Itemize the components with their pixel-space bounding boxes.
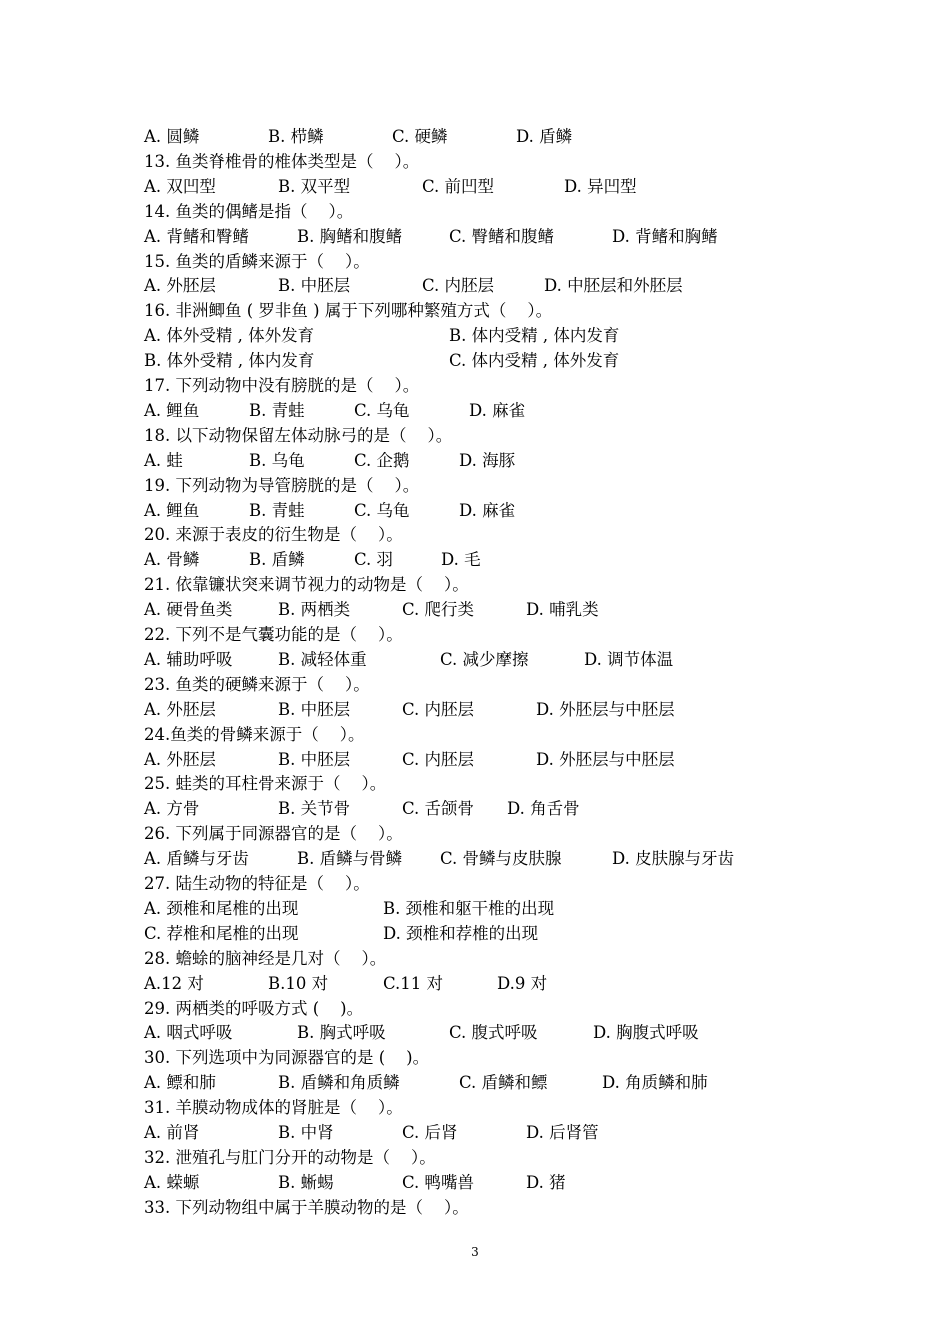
question-text: 31. 羊膜动物成体的肾脏是（ ）。 bbox=[144, 1098, 403, 1118]
option-text: C. 企鹅 bbox=[354, 450, 410, 470]
option-text: B. 颈椎和躯干椎的出现 bbox=[383, 898, 555, 918]
question-text: 17. 下列动物中没有膀胱的是（ ）。 bbox=[144, 376, 420, 395]
option-text: A. 前肾 bbox=[144, 1123, 200, 1142]
option-text: D. 哺乳类 bbox=[526, 600, 599, 620]
question-text: 32. 泄殖孔与肛门分开的动物是（ ）。 bbox=[144, 1147, 436, 1167]
option-text: C. 爬行类 bbox=[402, 600, 475, 620]
option-text: D. 角舌骨 bbox=[507, 799, 580, 819]
question-text: 30. 下列选项中为同源器官的是 ( )。 bbox=[144, 1048, 430, 1068]
option-text: B. 中肾 bbox=[278, 1123, 334, 1142]
option-text: A. 盾鳞与牙齿 bbox=[144, 849, 249, 869]
option-text: C.11 对 bbox=[383, 973, 444, 993]
option-text: A. 鳔和肺 bbox=[144, 1073, 216, 1093]
option-text: D. 猪 bbox=[526, 1172, 566, 1192]
question-text: 13. 鱼类脊椎骨的椎体类型是（ ）。 bbox=[144, 151, 420, 171]
option-text: C. 舌颌骨 bbox=[402, 799, 475, 819]
question-text: 18. 以下动物保留左体动脉弓的是（ ）。 bbox=[144, 425, 453, 445]
option-text: C. 盾鳞和鳔 bbox=[459, 1073, 548, 1093]
option-text: A. 外胚层 bbox=[144, 699, 216, 719]
option-text: C. 内胚层 bbox=[402, 749, 475, 769]
option-text: A. 蝾螈 bbox=[144, 1172, 200, 1192]
question-text: 28. 蟾蜍的脑神经是几对（ ）。 bbox=[144, 948, 387, 968]
option-text: D. 麻雀 bbox=[459, 500, 516, 520]
question-text: 14. 鱼类的偶鳍是指（ ）。 bbox=[144, 201, 354, 221]
option-text: A. 鲤鱼 bbox=[144, 500, 200, 520]
option-text: C. 后肾 bbox=[402, 1123, 458, 1142]
option-text: D. 盾鳞 bbox=[516, 127, 573, 146]
option-text: A. 辅助呼吸 bbox=[144, 649, 233, 669]
option-text: C. 前凹型 bbox=[422, 176, 495, 196]
option-text: B. 栉鳞 bbox=[268, 127, 324, 146]
option-text: D. 胸腹式呼吸 bbox=[593, 1023, 699, 1043]
question-text: 25. 蛙类的耳柱骨来源于（ ）。 bbox=[144, 774, 387, 794]
option-text: A. 体外受精 , 体外发育 bbox=[144, 326, 315, 346]
option-text: B. 体外受精 , 体内发育 bbox=[144, 351, 315, 371]
question-text: 16. 非洲鲫鱼 ( 罗非鱼 ) 属于下列哪种繁殖方式（ ）。 bbox=[144, 301, 553, 321]
option-text: C. 乌龟 bbox=[354, 500, 410, 520]
option-text: C. 减少摩擦 bbox=[440, 649, 529, 669]
option-text: D. 麻雀 bbox=[469, 400, 526, 420]
option-text: D. 海豚 bbox=[459, 450, 516, 470]
option-text: D. 中胚层和外胚层 bbox=[544, 276, 683, 296]
option-text: B.10 对 bbox=[268, 973, 329, 993]
option-text: C. 硬鳞 bbox=[392, 127, 448, 146]
option-text: B. 盾鳞与骨鳞 bbox=[297, 849, 403, 869]
question-text: 20. 来源于表皮的衍生物是（ ）。 bbox=[144, 525, 403, 545]
option-text: B. 乌龟 bbox=[249, 450, 305, 470]
question-text: 15. 鱼类的盾鳞来源于（ ）。 bbox=[144, 251, 370, 271]
option-text: A. 鲤鱼 bbox=[144, 400, 200, 420]
option-text: D. 角质鳞和肺 bbox=[602, 1073, 708, 1093]
option-text: D. 背鳍和胸鳍 bbox=[612, 226, 718, 246]
option-text: A. 颈椎和尾椎的出现 bbox=[144, 898, 299, 918]
option-text: C. 羽 bbox=[354, 550, 394, 570]
option-text: B. 胸式呼吸 bbox=[297, 1023, 386, 1043]
option-text: B. 关节骨 bbox=[278, 799, 351, 819]
option-text: B. 盾鳞 bbox=[249, 550, 305, 570]
option-text: A. 外胚层 bbox=[144, 276, 216, 296]
option-text: B. 胸鳍和腹鳍 bbox=[297, 226, 403, 246]
option-text: C. 内胚层 bbox=[402, 699, 475, 719]
option-text: A. 背鳍和臀鳍 bbox=[144, 226, 249, 246]
option-text: D. 调节体温 bbox=[584, 649, 674, 669]
option-text: B. 蜥蜴 bbox=[278, 1172, 334, 1192]
option-text: D. 异凹型 bbox=[564, 176, 637, 196]
option-text: A. 咽式呼吸 bbox=[144, 1023, 233, 1043]
question-text: 29. 两栖类的呼吸方式 ( )。 bbox=[144, 998, 364, 1018]
option-text: D. 外胚层与中胚层 bbox=[536, 699, 675, 719]
option-text: A. 硬骨鱼类 bbox=[144, 600, 233, 620]
option-text: A. 骨鳞 bbox=[144, 550, 200, 570]
option-text: B. 青蛙 bbox=[249, 500, 305, 520]
option-text: D. 颈椎和荐椎的出现 bbox=[383, 923, 539, 943]
option-text: B. 双平型 bbox=[278, 176, 351, 196]
option-text: B. 中胚层 bbox=[278, 699, 351, 719]
option-text: C. 鸭嘴兽 bbox=[402, 1172, 475, 1192]
question-text: 27. 陆生动物的特征是（ ）。 bbox=[144, 874, 370, 893]
option-text: B. 体内受精 , 体内发育 bbox=[449, 326, 620, 346]
option-text: A. 方骨 bbox=[144, 799, 200, 819]
question-text: 24.鱼类的骨鳞来源于（ ）。 bbox=[144, 724, 365, 744]
option-text: A. 双凹型 bbox=[144, 176, 216, 196]
question-text: 23. 鱼类的硬鳞来源于（ ）。 bbox=[144, 674, 370, 694]
option-text: C. 骨鳞与皮肤腺 bbox=[440, 849, 562, 869]
option-text: C. 臀鳍和腹鳍 bbox=[449, 226, 555, 246]
option-text: D. 后肾管 bbox=[526, 1123, 599, 1142]
page-number: 3 bbox=[471, 1245, 479, 1259]
option-text: B. 中胚层 bbox=[278, 276, 351, 296]
question-text: 21. 依靠镰状突来调节视力的动物是（ ）。 bbox=[144, 575, 469, 595]
question-text: 19. 下列动物为导管膀胱的是（ ）。 bbox=[144, 475, 420, 495]
option-text: D. 外胚层与中胚层 bbox=[536, 749, 675, 769]
option-text: B. 中胚层 bbox=[278, 749, 351, 769]
option-text: A. 蛙 bbox=[144, 450, 183, 470]
question-text: 33. 下列动物组中属于羊膜动物的是（ ）。 bbox=[144, 1197, 469, 1217]
option-text: C. 腹式呼吸 bbox=[449, 1023, 538, 1043]
option-text: A. 外胚层 bbox=[144, 749, 216, 769]
question-text: 22. 下列不是气囊功能的是（ ）。 bbox=[144, 625, 403, 644]
option-text: D. 皮肤腺与牙齿 bbox=[612, 849, 735, 869]
option-text: A. 圆鳞 bbox=[144, 127, 200, 146]
option-text: B. 盾鳞和角质鳞 bbox=[278, 1073, 400, 1093]
option-text: A.12 对 bbox=[144, 973, 204, 993]
option-text: D.9 对 bbox=[497, 973, 548, 993]
option-text: B. 青蛙 bbox=[249, 400, 305, 420]
option-text: B. 两栖类 bbox=[278, 600, 351, 620]
option-text: C. 内胚层 bbox=[422, 276, 495, 296]
option-text: C. 乌龟 bbox=[354, 400, 410, 420]
option-text: B. 减轻体重 bbox=[278, 649, 367, 669]
question-text: 26. 下列属于同源器官的是（ ）。 bbox=[144, 824, 403, 844]
option-text: C. 荐椎和尾椎的出现 bbox=[144, 923, 299, 943]
option-text: C. 体内受精 , 体外发育 bbox=[449, 351, 620, 371]
option-text: D. 毛 bbox=[441, 550, 481, 570]
